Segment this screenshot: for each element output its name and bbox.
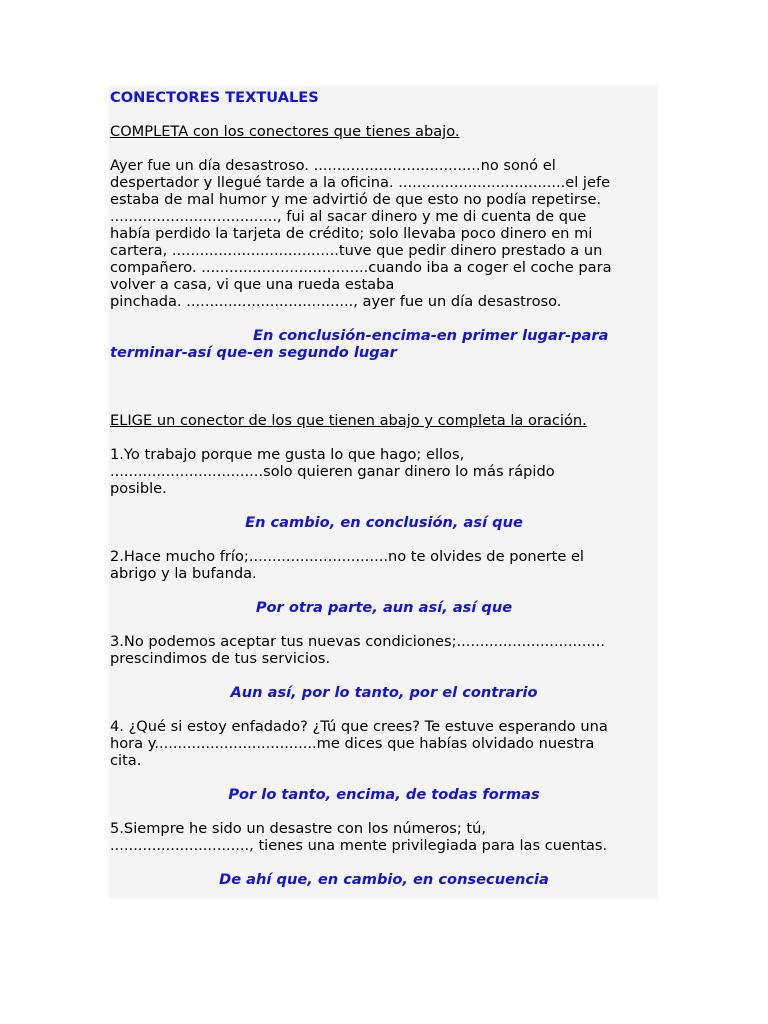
story-line: compañero. ....................................cuando iba a coger el coche para <box>110 259 612 276</box>
exercise-line: 5.Siempre he sido un desastre con los números; tú, <box>110 820 487 837</box>
story-line: había perdido la tarjeta de crédito; solo llevaba poco dinero en mi <box>110 225 593 242</box>
exercise-line: .............................., tienes una mente privilegiada para las cuentas. <box>110 837 608 854</box>
story-line: Ayer fue un día desastroso. ....................................no sonó el <box>110 157 556 174</box>
connector-options-story <box>110 327 658 361</box>
story-line: despertador y llegué tarde a la oficina. ....................................el jefe <box>110 174 611 191</box>
exercise-item-3 <box>110 633 658 667</box>
document-title: CONECTORES TEXTUALES <box>110 89 319 106</box>
document-content <box>110 89 658 888</box>
exercise-item-4 <box>110 718 658 769</box>
story-paragraph <box>110 157 658 310</box>
exercise-line: cita. <box>110 752 142 769</box>
exercise-line: 1.Yo trabajo porque me gusta lo que hago; ellos, <box>110 446 465 463</box>
exercise-line: 4. ¿Qué si estoy enfadado? ¿Tú que crees? Te estuve esperando una <box>110 718 608 735</box>
exercise-line: abrigo y la bufanda. <box>110 565 257 582</box>
exercise-line: hora y...................................me dices que habías olvidado nuestra <box>110 735 595 752</box>
exercise-line: prescindimos de tus servicios. <box>110 650 331 667</box>
story-line: cartera, ....................................tuve que pedir dinero prestado a un <box>110 242 603 259</box>
exercise-item-5 <box>110 820 658 854</box>
connector-options-3: Aun así, por lo tanto, por el contrario <box>230 684 538 701</box>
instruction-completa: COMPLETA con los conectores que tienes abajo. <box>110 123 460 140</box>
connector-options-4: Por lo tanto, encima, de todas formas <box>228 786 540 803</box>
connector-options-2: Por otra parte, aun así, así que <box>255 599 513 616</box>
connector-options-1: En cambio, en conclusión, así que <box>245 514 523 531</box>
exercise-line: 3.No podemos aceptar tus nuevas condiciones;................................ <box>110 633 605 650</box>
exercise-item-2 <box>110 548 658 582</box>
exercise-line: posible. <box>110 480 167 497</box>
options-line: En conclusión-encima-en primer lugar-para <box>253 327 609 344</box>
exercise-line: .................................solo quieren ganar dinero lo más rápido <box>110 463 555 480</box>
exercise-item-1 <box>110 446 658 497</box>
story-line: volver a casa, vi que una rueda estaba <box>110 276 395 293</box>
options-line: terminar-así que-en segundo lugar <box>110 344 397 361</box>
instruction-elige: ELIGE un conector de los que tienen abajo y completa la oración. <box>110 412 587 429</box>
connector-options-5: De ahí que, en cambio, en consecuencia <box>219 871 549 888</box>
story-line: estaba de mal humor y me advirtió de que esto no podía repetirse. <box>110 191 602 208</box>
story-line: ...................................., fui al sacar dinero y me di cuenta de que <box>110 208 587 225</box>
exercise-line: 2.Hace mucho frío;..............................no te olvides de ponerte el <box>110 548 584 565</box>
story-line: pinchada. ...................................., ayer fue un día desastroso. <box>110 293 562 310</box>
